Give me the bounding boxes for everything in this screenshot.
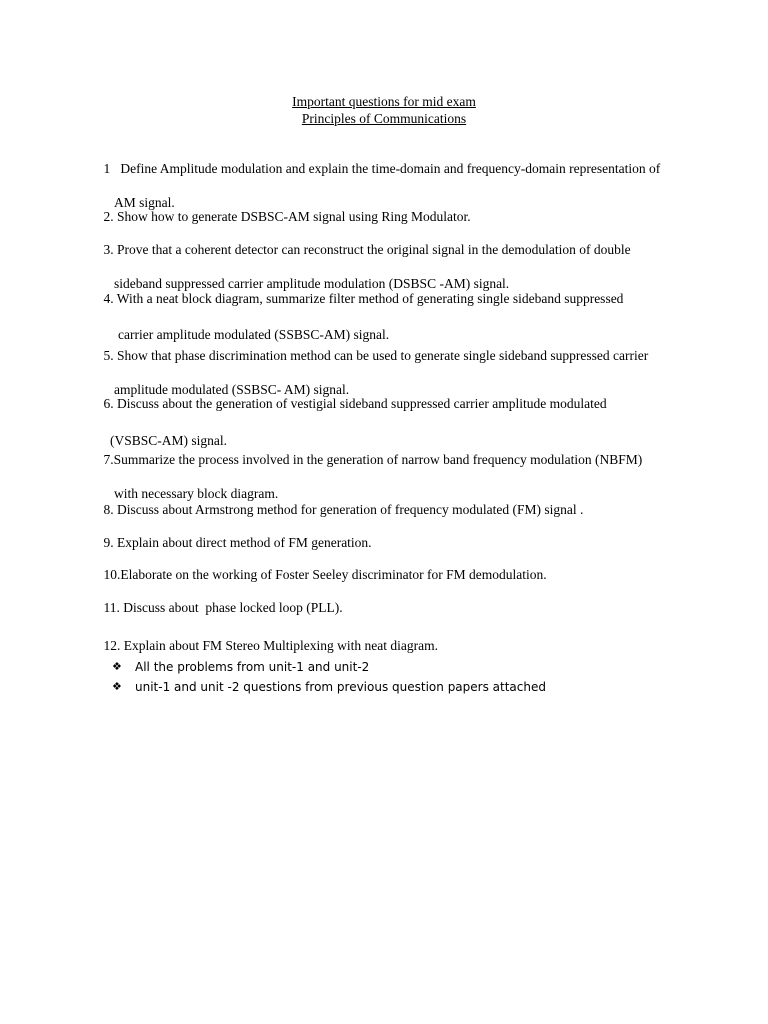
question-9-line-1: 9. Explain about direct method of FM generation. <box>103 535 372 550</box>
question-3-line-1: 3. Prove that a coherent detector can reconstruct the original signal in the demodulation of double <box>103 242 631 257</box>
question-1-line-2: AM signal. <box>114 195 175 210</box>
question-12-line-1: 12. Explain about FM Stereo Multiplexing with neat diagram. <box>103 638 438 653</box>
question-7-line-2: with necessary block diagram. <box>114 486 279 501</box>
note-text: All the problems from unit-1 and unit-2 <box>135 660 370 674</box>
title-line-1: Important questions for mid exam <box>292 94 476 109</box>
question-6-line-2: (VSBSC-AM) signal. <box>110 433 228 448</box>
question-7-line-1: 7.Summarize the process involved in the generation of narrow band frequency modulation (NBFM) <box>103 452 643 467</box>
question-4-line-1: 4. With a neat block diagram, summarize filter method of generating single sideband suppressed <box>103 291 624 306</box>
question-5-line-2: amplitude modulated (SSBSC- AM) signal. <box>114 382 350 397</box>
question-2-line-1: 2. Show how to generate DSBSC-AM signal using Ring Modulator. <box>103 209 471 224</box>
title-line-2: Principles of Communications <box>301 111 467 126</box>
four-diamond-bullet-icon: ❖ <box>112 660 122 673</box>
question-11-line-1: 11. Discuss about phase locked loop (PLL). <box>103 600 343 615</box>
question-1-line-1: 1 Define Amplitude modulation and explain the time-domain and frequency-domain representation of <box>103 161 661 176</box>
question-10-line-1: 10.Elaborate on the working of Foster Seeley discriminator for FM demodulation. <box>103 567 547 582</box>
four-diamond-bullet-icon: ❖ <box>112 680 122 693</box>
note-text: unit-1 and unit -2 questions from previous question papers attached <box>135 680 546 694</box>
list-item <box>112 677 546 697</box>
question-4-line-2: carrier amplitude modulated (SSBSC-AM) signal. <box>118 327 390 342</box>
question-8-line-1: 8. Discuss about Armstrong method for generation of frequency modulated (FM) signal . <box>103 502 584 517</box>
question-3-line-2: sideband suppressed carrier amplitude modulation (DSBSC -AM) signal. <box>114 276 510 291</box>
list-item <box>112 657 546 677</box>
question-6-line-1: 6. Discuss about the generation of vestigial sideband suppressed carrier amplitude modulated <box>103 396 607 411</box>
notes-list <box>112 657 546 697</box>
question-5-line-1: 5. Show that phase discrimination method can be used to generate single sideband suppressed carrier <box>103 348 649 363</box>
